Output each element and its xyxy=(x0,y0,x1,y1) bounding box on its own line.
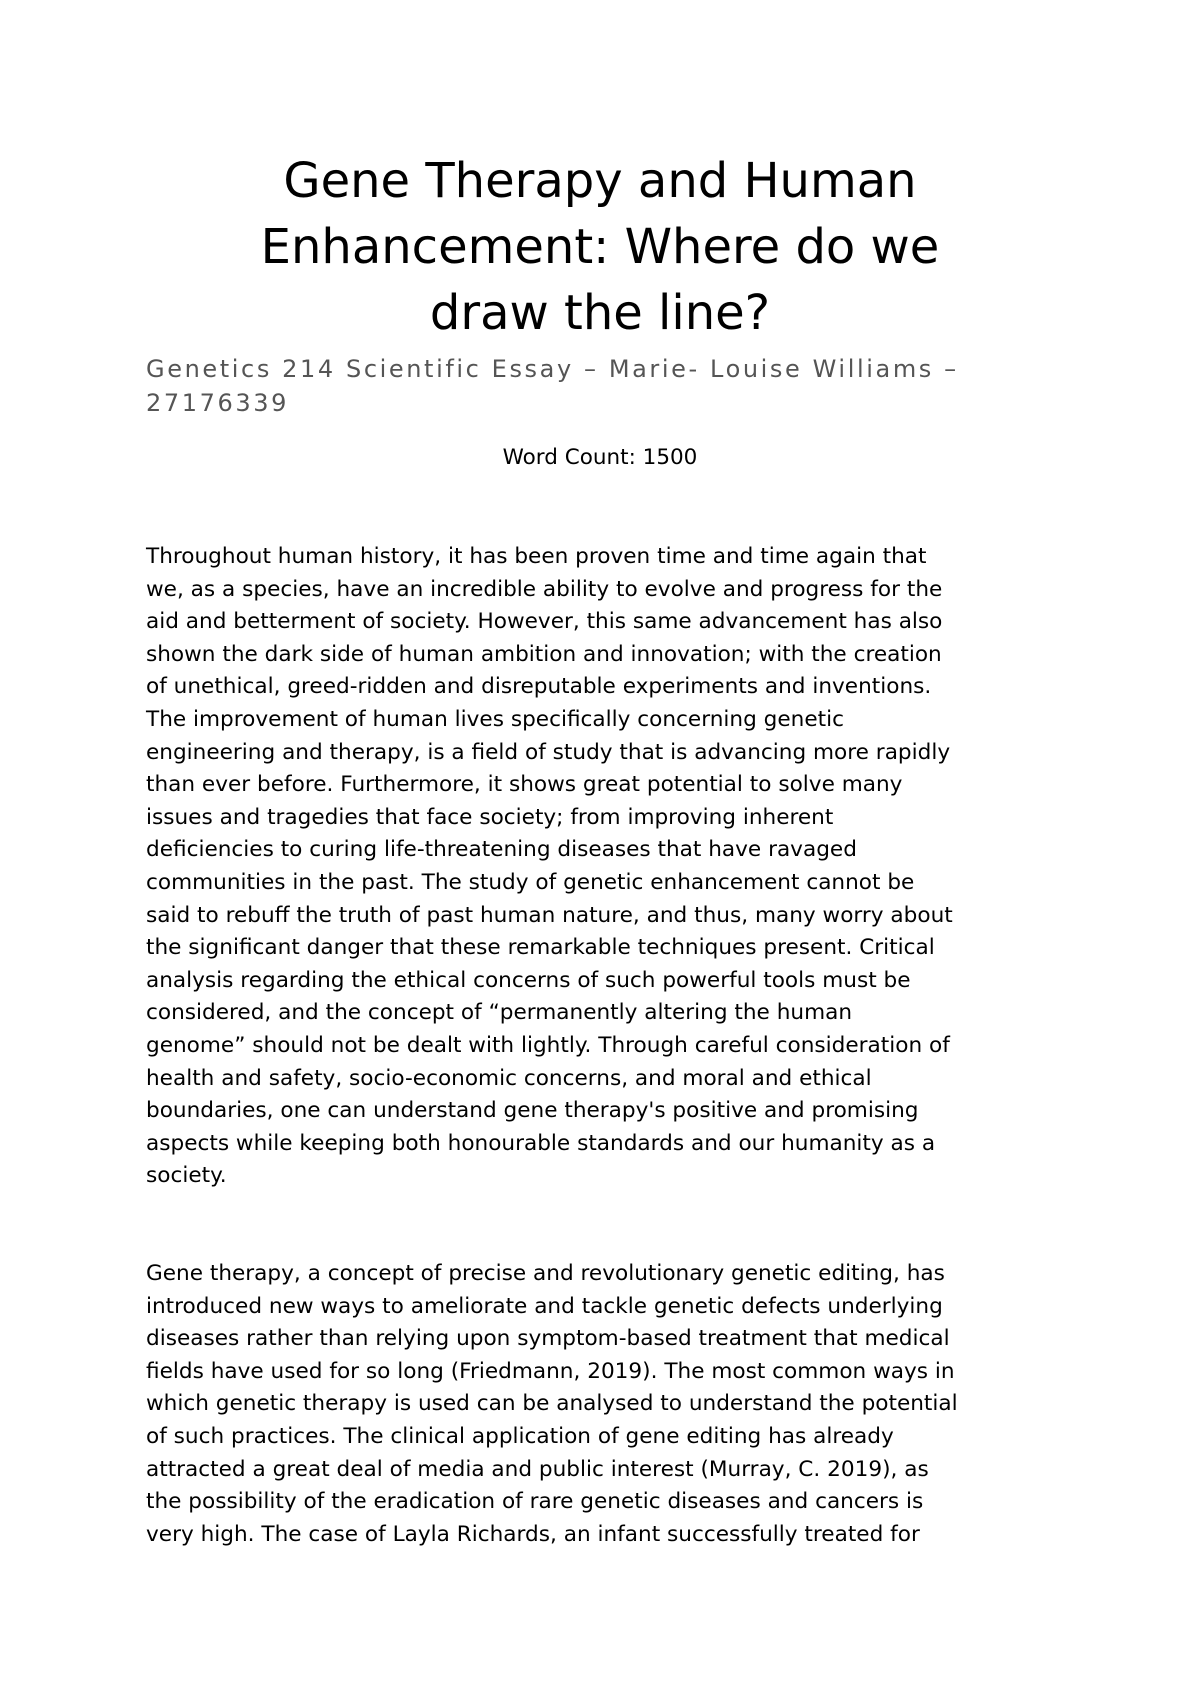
text-line: deficiencies to curing life-threatening diseases that have ravaged xyxy=(146,837,857,863)
text-line: boundaries, one can understand gene therapy's positive and promising xyxy=(146,1098,919,1124)
text-line: The improvement of human lives specifically concerning genetic xyxy=(146,706,844,732)
text-line: communities in the past. The study of genetic enhancement cannot be xyxy=(146,869,915,895)
text-line: analysis regarding the ethical concerns of such powerful tools must be xyxy=(146,967,911,993)
text-line: Gene therapy, a concept of precise and revolutionary genetic editing, has xyxy=(146,1261,945,1286)
text-line: than ever before. Furthermore, it shows great potential to solve many xyxy=(146,772,903,798)
text-line: aspects while keeping both honourable standards and our humanity as a xyxy=(146,1130,936,1156)
text-line: diseases rather than relying upon symptom-based treatment that medical xyxy=(146,1326,950,1352)
text-line: of unethical, greed-ridden and disreputable experiments and inventions. xyxy=(146,674,932,700)
text-line: shown the dark side of human ambition and innovation; with the creation xyxy=(146,641,942,667)
text-line: health and safety, socio-economic concerns, and moral and ethical xyxy=(146,1065,872,1091)
text-line: said to rebuff the truth of past human nature, and thus, many worry about xyxy=(146,902,953,928)
subtitle-line: 27176339 xyxy=(146,389,289,417)
text-line: genome” should not be dealt with lightly. Through careful consideration of xyxy=(146,1032,950,1058)
text-line: of such practices. The clinical application of gene editing has already xyxy=(146,1423,894,1449)
essay-subtitle xyxy=(146,352,1046,420)
text-line: fields have used for so long (Friedmann, 2019). The most common ways in xyxy=(146,1358,955,1384)
title-line: Gene Therapy and Human xyxy=(283,153,917,209)
text-line: considered, and the concept of “permanently altering the human xyxy=(146,1000,853,1026)
title-line: draw the line? xyxy=(429,285,771,341)
text-line: introduced new ways to ameliorate and tackle genetic defects underlying xyxy=(146,1293,943,1319)
subtitle-line: Genetics 214 Scientific Essay – Marie- Louise Williams – xyxy=(146,355,959,383)
text-line: attracted a great deal of media and public interest (Murray, C. 2019), as xyxy=(146,1456,929,1482)
text-line: which genetic therapy is used can be analysed to understand the potential xyxy=(146,1391,958,1417)
text-line: the possibility of the eradication of rare genetic diseases and cancers is xyxy=(146,1489,924,1515)
paragraph-introduction xyxy=(146,541,1086,1193)
essay-title xyxy=(140,148,1060,346)
text-line: issues and tragedies that face society; from improving inherent xyxy=(146,804,834,830)
word-count: Word Count: 1500 xyxy=(502,445,698,470)
paragraph-gene-therapy xyxy=(146,1258,1086,1551)
text-line: Throughout human history, it has been proven time and time again that xyxy=(146,544,927,569)
text-line: aid and betterment of society. However, this same advancement has also xyxy=(146,609,943,635)
text-line: engineering and therapy, is a field of study that is advancing more rapidly xyxy=(146,739,951,765)
text-line: the significant danger that these remarkable techniques present. Critical xyxy=(146,935,935,961)
title-line: Enhancement: Where do we xyxy=(260,219,940,275)
text-line: very high. The case of Layla Richards, an infant successfully treated for xyxy=(146,1521,920,1547)
text-line: we, as a species, have an incredible ability to evolve and progress for the xyxy=(146,576,943,602)
text-line: society. xyxy=(146,1163,227,1189)
